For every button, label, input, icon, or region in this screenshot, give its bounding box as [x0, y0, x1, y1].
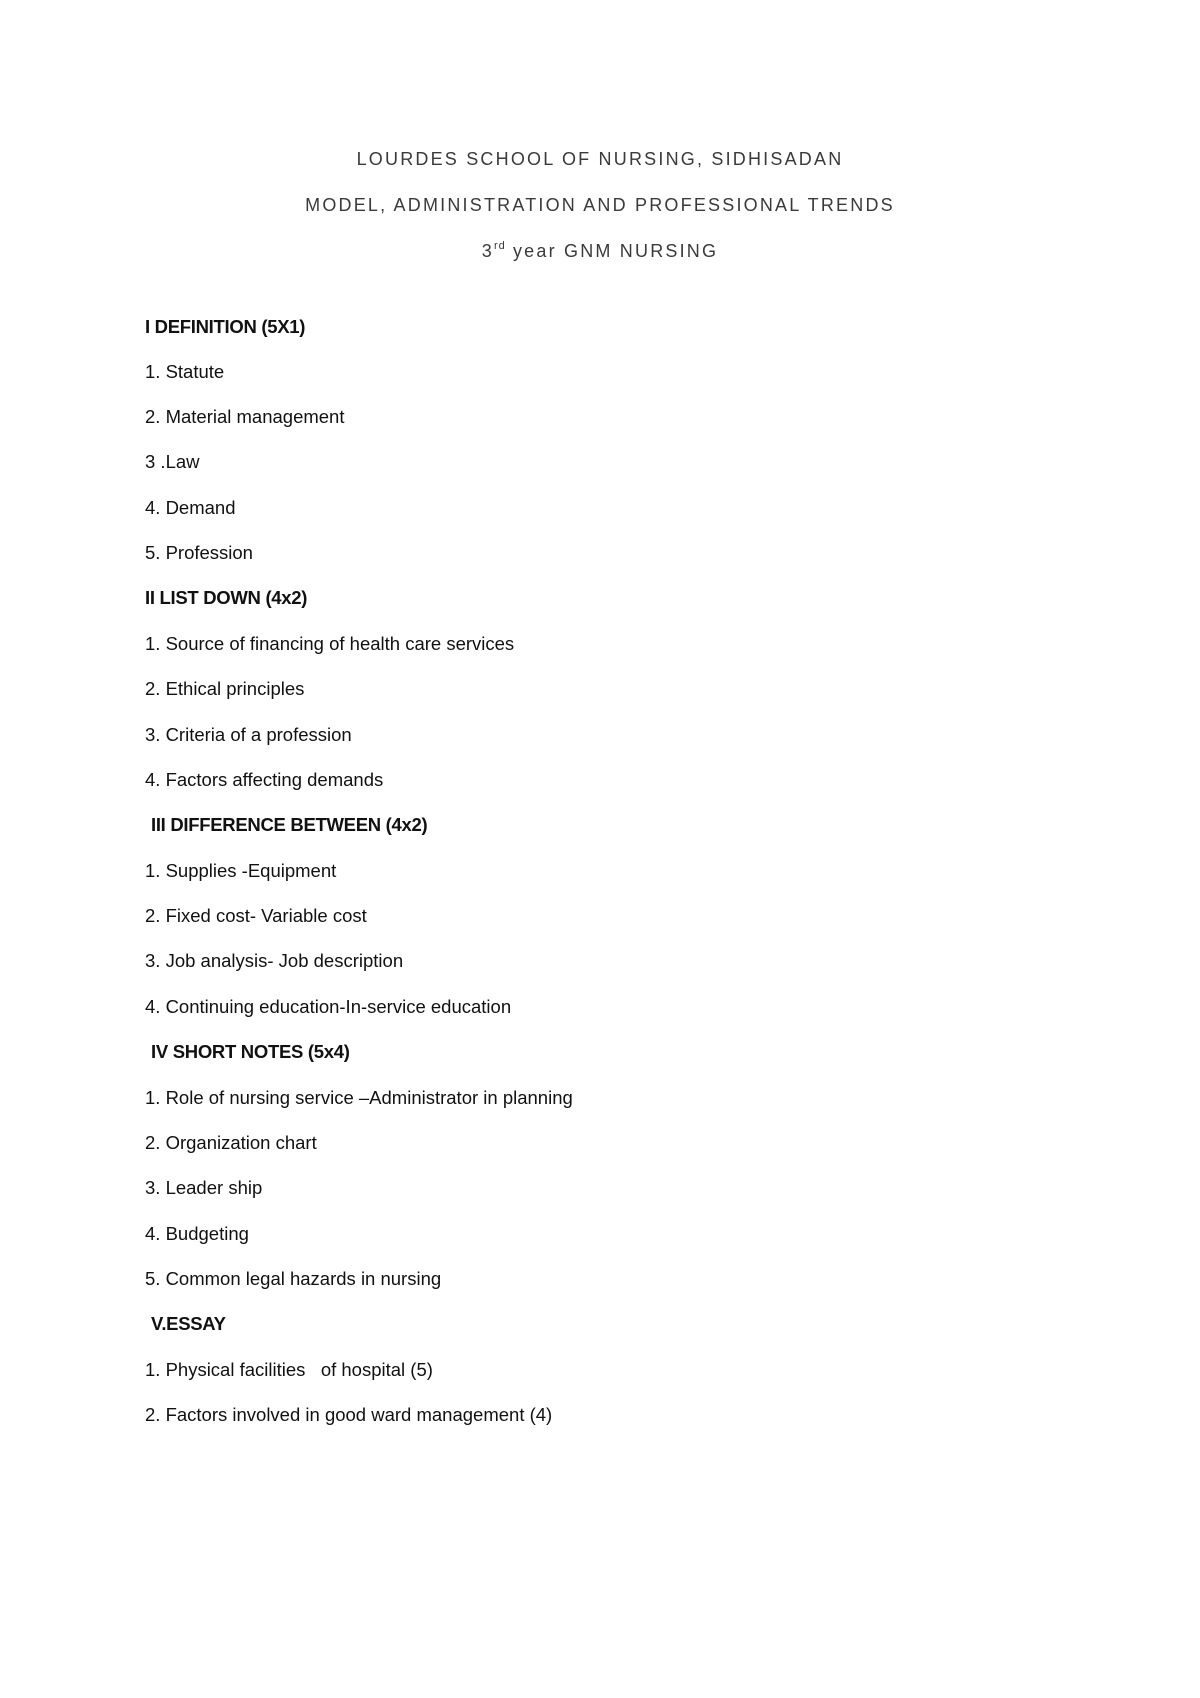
question-item: 4. Budgeting [145, 1223, 249, 1244]
year-rest: year GNM NURSING [505, 241, 719, 261]
exam-title: MODEL, ADMINISTRATION AND PROFESSIONAL TRENDS [305, 195, 895, 215]
question-item: 5. Common legal hazards in nursing [145, 1268, 442, 1289]
question-item: 4. Continuing education-In-service education [145, 996, 512, 1017]
year-number: 3 [481, 241, 494, 261]
question-item: 1. Source of financing of health care services [145, 633, 515, 654]
year-suffix: rd [494, 240, 506, 252]
question-item: 4. Factors affecting demands [145, 769, 384, 790]
question-item: 2. Factors involved in good ward management (4) [145, 1404, 553, 1425]
question-item: 3 .Law [145, 451, 200, 472]
question-item: 4. Demand [145, 497, 236, 518]
question-item: 1. Supplies -Equipment [145, 860, 337, 881]
question-item: 2. Ethical principles [145, 678, 305, 699]
question-item: 1. Physical facilities of hospital (5) [145, 1359, 433, 1380]
section-essay-title: V.ESSAY [151, 1313, 226, 1334]
question-item: 1. Role of nursing service –Administrator in planning [145, 1087, 573, 1108]
section-definition-title: I DEFINITION (5X1) [145, 316, 306, 337]
question-item: 2. Fixed cost- Variable cost [145, 905, 367, 926]
school-name: LOURDES SCHOOL OF NURSING, SIDHISADAN [356, 149, 844, 169]
section-difference-title: III DIFFERENCE BETWEEN (4x2) [151, 814, 428, 835]
question-item: 1. Statute [145, 361, 225, 382]
question-item: 3. Job analysis- Job description [145, 950, 404, 971]
section-list-down-title: II LIST DOWN (4x2) [145, 587, 308, 608]
question-item: 2. Organization chart [145, 1132, 317, 1153]
question-item: 3. Criteria of a profession [145, 724, 352, 745]
course-year [0, 241, 1200, 262]
section-short-notes-title: IV SHORT NOTES (5x4) [151, 1041, 350, 1062]
question-item: 5. Profession [145, 542, 253, 563]
question-item: 2. Material management [145, 406, 345, 427]
question-item: 3. Leader ship [145, 1177, 263, 1198]
